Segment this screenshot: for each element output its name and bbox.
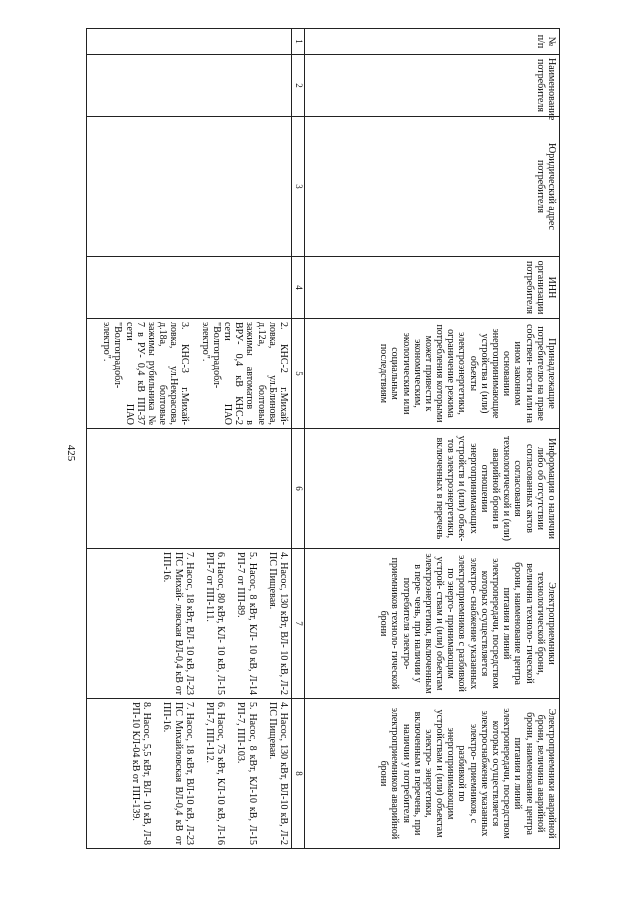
- list-item: 6. Насос, 75 кВт, КЛ-10 кВ, Л-16 РП-7, ПП-112.: [204, 702, 227, 845]
- header-number: № п/п: [305, 29, 560, 55]
- list-item: 8. Насос, 5,5 кВт, ВЛ- 10 кВ, Л-8 РП-10 КЛ-04 кВ от ПП-139.: [130, 702, 153, 845]
- list-item: 6. Насос, 80 кВт, КЛ- 10 кВ, Л-15 РП-7 от ПП-111.: [204, 552, 227, 695]
- header-consumer-name: Наименование потребителя: [305, 55, 560, 117]
- list-item: 5. Насос, 8 кВт, КЛ-10 кВ, Л-15 РП-7, ПП-103.: [235, 702, 258, 845]
- column-number: 8: [292, 699, 305, 849]
- header-reservation-acts: Информация о наличии либо об отсутствии согласованных актов согласования технологической и (или) аварийной брони в отношении энергопринимающих устройств и (или) объек- тов электроэнергетики, включенных в перечень: [305, 429, 560, 549]
- header-technological-reserve: Электроприемники технологической брони, величина техноло- гической брони, наименование центра питания и линий электропередачи, посредством которых осуществляется электро- снабжение указанных электроприемников с разбивкой по энерго- принимающим устрой- ствам и (или) объектам электроэнергетики, включенным в пере- чень, при наличии у потребителя электро- приемников техноло- гической брони: [305, 549, 560, 699]
- list-item: 4. Насос, 130 кВт, ВЛ- 10 кВ, Л-2 ПС Пищевая.: [266, 552, 289, 695]
- column-number-row: [292, 29, 305, 849]
- column-number: 7: [292, 549, 305, 699]
- header-legal-address: Юридический адрес потребителя: [305, 117, 560, 257]
- consumer-table-sheet: [80, 28, 560, 848]
- cell-number: [87, 29, 292, 55]
- column-number: 2: [292, 55, 305, 117]
- cell-inn: [87, 257, 292, 319]
- list-item: 3. КНС-3 г.Михай- ловка, ул.Некрасова, д.18а, болтовые зажимы рубильника № 7 в РУ- 0,4 кВ ПП-37 сети ПАО "Волгоградобл- электро".: [101, 322, 191, 425]
- list-item: 7. Насос, 18 кВт, ВЛ- 10 кВ, Л-23 ПС Михай- ловская ВЛ-0,4 кВ от ПП-16.: [161, 552, 195, 695]
- list-item: 5. Насос, 8 кВт, КЛ- 10 кВ, Л-14 РП-7 от ПП-89.: [235, 552, 258, 695]
- consumer-table: [86, 28, 560, 849]
- table-row: [87, 29, 292, 849]
- header-row: [305, 29, 560, 849]
- column-number: 3: [292, 117, 305, 257]
- list-item: 7. Насос, 18 кВт, ВЛ-10 кВ, Л-23 ПС Михайловская ВЛ-0,4 кВ от ПП-16.: [161, 702, 195, 845]
- header-owned-devices: Принадлежащие потребителю на праве собствен- ности или на ином законном основании энергопринимающие устройства и (или) объекты электроэнергетики, ограничение режима потребления которыми может привести к экономическим, экологическим или социальным последствиям: [305, 319, 560, 429]
- cell-reservation-acts: [87, 429, 292, 549]
- cell-consumer-name: [87, 55, 292, 117]
- cell-owned-devices: [87, 319, 292, 429]
- header-emergency-reserve: Электроприемники аварийной брони, величина аварийной брони, наименование центра питания и линий электропередачи, посредством которых осуществляется электроснабжение указанных электро- приемников, с разбивкой по энергопринимающим устройствам и (или) объектам электро- энергетики, включенным в перечень, при наличии у потребителя электроприемников аварийной брони: [305, 699, 560, 849]
- cell-technological-reserve: [87, 549, 292, 699]
- column-number: 6: [292, 429, 305, 549]
- header-inn: ИНН организации потребителя: [305, 257, 560, 319]
- page-number: 425: [65, 444, 77, 462]
- list-item: 2. КНС-2 г.Михай- ловка, ул.Блинова, д.12а, болтовые зажимы автоматов в ВРУ- 0,4 кВ КНС-2 сети ПАО "Волгоградобл- электро".: [199, 322, 289, 425]
- column-number: 1: [292, 29, 305, 55]
- column-number: 4: [292, 257, 305, 319]
- list-item: 4. Насос, 130 кВт, ВЛ-10 кВ, Л-2 ПС Пищевая.: [266, 702, 289, 845]
- cell-legal-address: [87, 117, 292, 257]
- cell-emergency-reserve: [87, 699, 292, 849]
- column-number: 5: [292, 319, 305, 429]
